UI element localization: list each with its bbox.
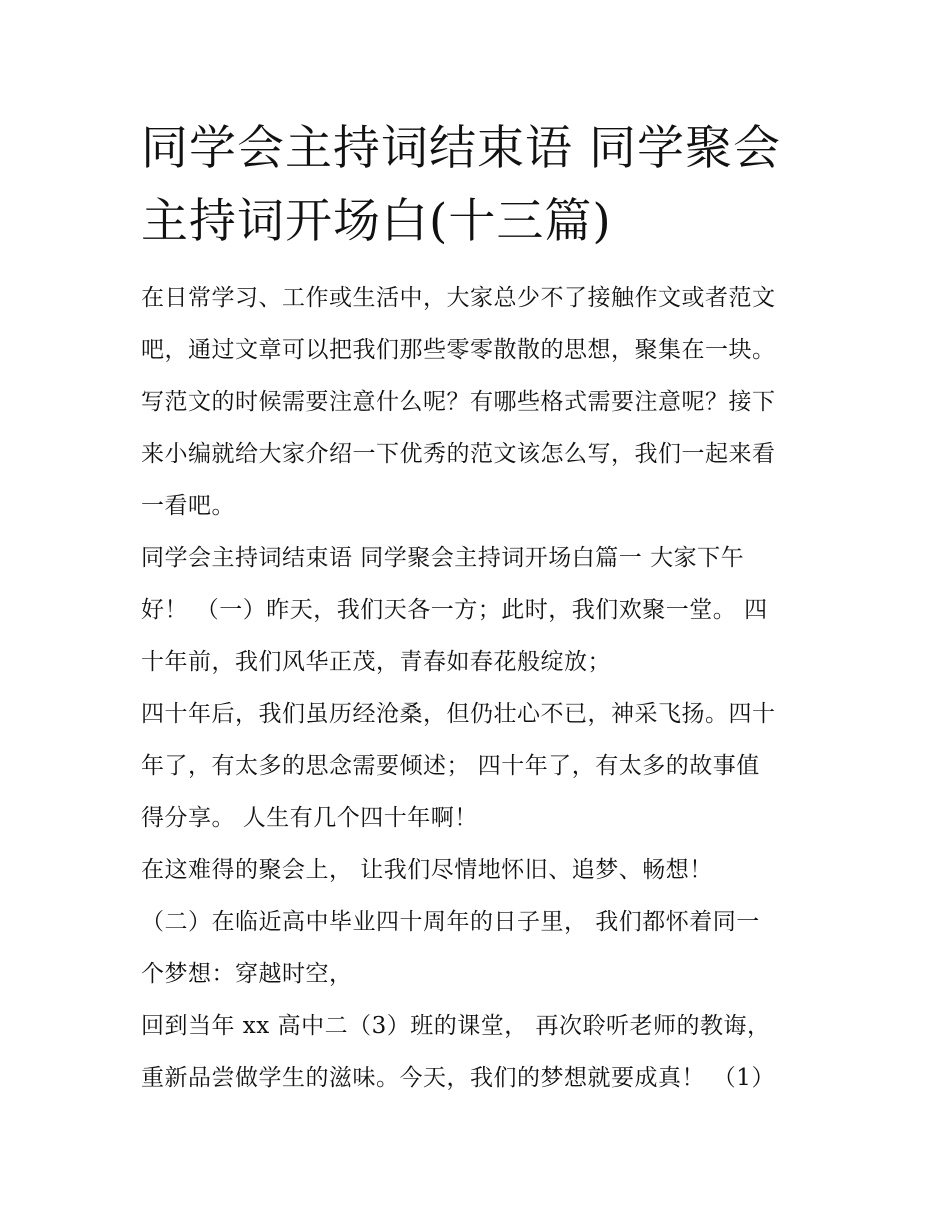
paragraph-section-two xyxy=(141,896,821,1000)
paragraph-forty-years xyxy=(141,688,821,844)
text-line: 四十年后，我们虽历经沧桑，但仍壮心不已，神采飞扬。四十 xyxy=(141,701,776,727)
text-line: 吧，通过文章可以把我们那些零零散散的思想，聚集在一块。 xyxy=(141,337,776,363)
text-line: 回到当年 xx 高中二（3）班的课堂， 再次聆听老师的教诲， xyxy=(141,1013,771,1039)
title-line: 同学会主持词结束语 同学聚会 xyxy=(141,121,781,176)
text-line: 在这难得的聚会上， 让我们尽情地怀旧、追梦、畅想！ xyxy=(141,857,713,883)
document-page xyxy=(141,112,821,1104)
text-line: 在日常学习、工作或生活中，大家总少不了接触作文或者范文 xyxy=(141,285,776,311)
paragraph-intro xyxy=(141,272,821,532)
text-line: 好！ （一）昨天，我们天各一方；此时，我们欢聚一堂。 四 xyxy=(141,597,768,623)
text-line: 十年前，我们风华正茂，青春如春花般绽放； xyxy=(141,649,611,675)
title-line: 主持词开场白(十三篇) xyxy=(141,194,612,249)
paragraph-section-one xyxy=(141,532,821,688)
text-line: 一看吧。 xyxy=(141,493,235,519)
paragraph-reunion xyxy=(141,844,821,896)
text-line: 得分享。 人生有几个四十年啊！ xyxy=(141,805,478,831)
paragraph-classroom xyxy=(141,1000,821,1104)
text-line: 年了，有太多的思念需要倾述； 四十年了，有太多的故事值 xyxy=(141,753,760,779)
text-line: 写范文的时候需要注意什么呢？有哪些格式需要注意呢？接下 xyxy=(141,389,776,415)
text-line: 来小编就给大家介绍一下优秀的范文该怎么写，我们一起来看 xyxy=(141,441,776,467)
document-body xyxy=(141,272,821,1104)
text-line: 同学会主持词结束语 同学聚会主持词开场白篇一 大家下午 xyxy=(141,545,745,571)
document-title xyxy=(141,112,821,258)
text-line: 个梦想：穿越时空， xyxy=(141,961,353,987)
text-line: （二）在临近高中毕业四十周年的日子里， 我们都怀着同一 xyxy=(141,909,760,935)
text-line: 重新品尝做学生的滋味。今天，我们的梦想就要成真！ （1） xyxy=(141,1065,775,1091)
